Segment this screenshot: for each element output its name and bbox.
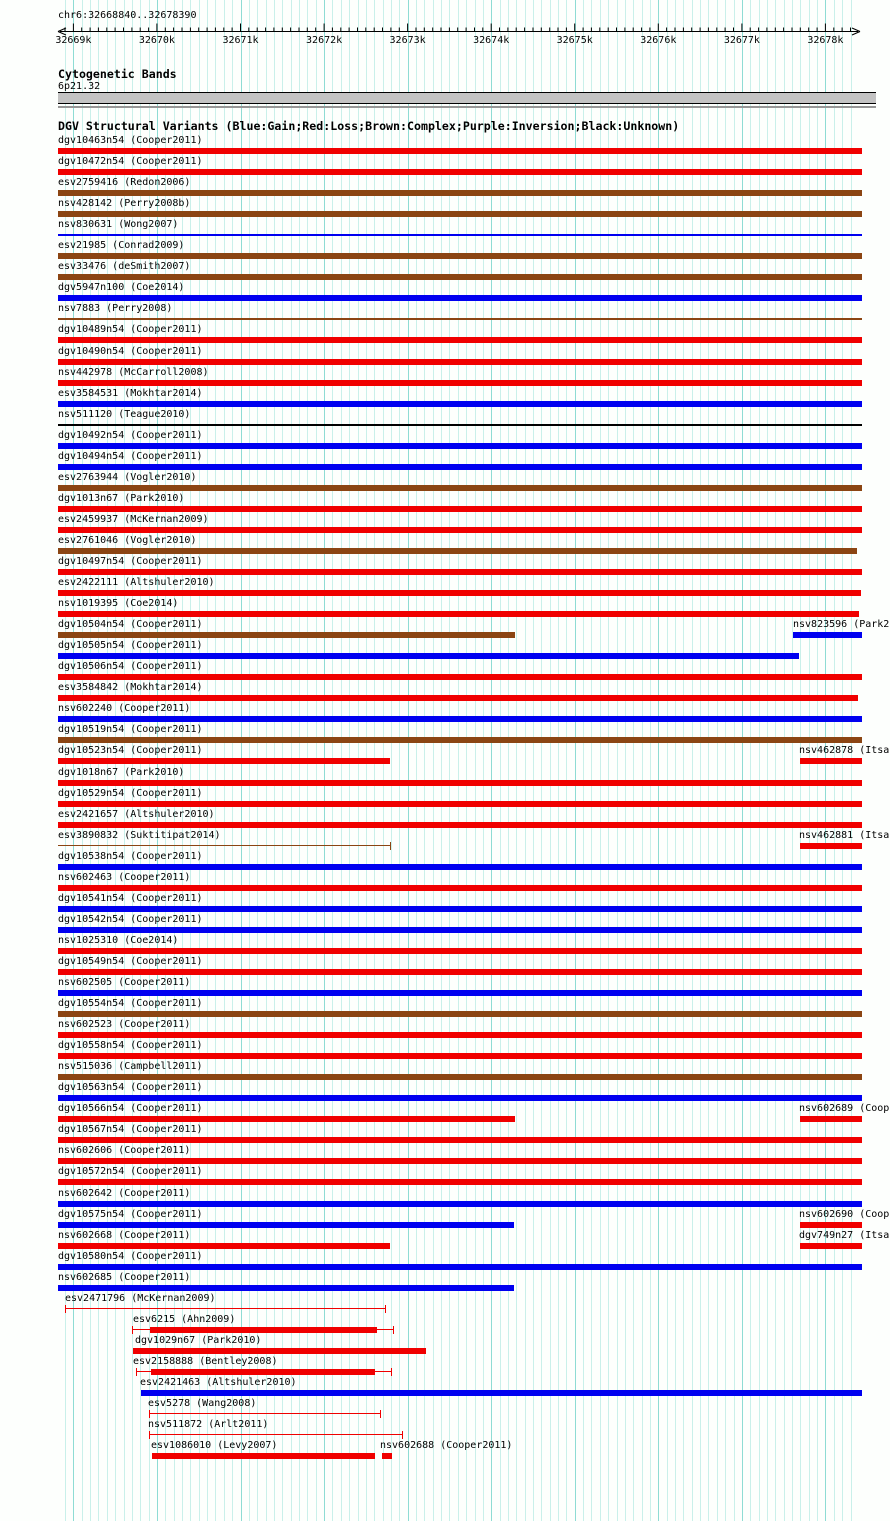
variant-bar[interactable] xyxy=(141,1390,862,1396)
variant-label[interactable]: nsv602523 (Cooper2011) xyxy=(58,1019,191,1030)
variant-label[interactable]: nsv823596 (Park2 xyxy=(793,619,890,630)
variant-bar[interactable] xyxy=(58,801,862,807)
variant-label[interactable]: nsv511120 (Teague2010) xyxy=(58,409,191,420)
variant-bar[interactable] xyxy=(58,1222,514,1228)
variant-bar[interactable] xyxy=(58,443,862,449)
variant-bar[interactable] xyxy=(58,464,862,470)
ruler-tick-label: 32678k xyxy=(807,35,844,46)
variant-label[interactable]: dgv10558n54 (Cooper2011) xyxy=(58,1040,203,1051)
variant-label[interactable]: dgv10504n54 (Cooper2011) xyxy=(58,619,203,630)
variant-bar[interactable] xyxy=(58,1264,862,1270)
variant-bar[interactable] xyxy=(58,948,862,954)
variant-bar[interactable] xyxy=(800,843,862,849)
variant-bar[interactable] xyxy=(150,1327,377,1333)
variant-range-tick[interactable] xyxy=(390,842,391,850)
cytoband-name: 6p21.32 xyxy=(58,81,101,92)
variant-bar[interactable] xyxy=(58,611,859,617)
variant-range-tick[interactable] xyxy=(391,1368,392,1376)
variant-label[interactable]: dgv10541n54 (Cooper2011) xyxy=(58,893,203,904)
variant-label[interactable]: dgv10580n54 (Cooper2011) xyxy=(58,1251,203,1262)
variant-bar[interactable] xyxy=(58,295,862,301)
variant-bar[interactable] xyxy=(58,1179,862,1185)
variant-bar[interactable] xyxy=(58,1116,515,1122)
variant-label[interactable]: dgv10572n54 (Cooper2011) xyxy=(58,1166,203,1177)
variant-bar[interactable] xyxy=(58,506,862,512)
variant-label[interactable]: esv2421657 (Altshuler2010) xyxy=(58,809,215,820)
ruler-tick-label: 32669k xyxy=(55,35,92,46)
variant-range-tick[interactable] xyxy=(136,1368,137,1376)
variant-label[interactable]: dgv10472n54 (Cooper2011) xyxy=(58,156,203,167)
variant-label[interactable]: dgv10497n54 (Cooper2011) xyxy=(58,556,203,567)
variant-bar[interactable] xyxy=(58,274,862,280)
variant-label[interactable]: nsv442978 (McCarroll2008) xyxy=(58,367,209,378)
variant-bar[interactable] xyxy=(58,148,862,154)
dgv-track-title: DGV Structural Variants (Blue:Gain;Red:Loss;Brown:Complex;Purple:Inversion;Black:Unknown) xyxy=(58,119,680,133)
variant-bar[interactable] xyxy=(800,758,862,764)
variant-label[interactable]: dgv10554n54 (Cooper2011) xyxy=(58,998,203,1009)
variant-label[interactable]: dgv10523n54 (Cooper2011) xyxy=(58,745,203,756)
variant-bar[interactable] xyxy=(58,253,862,259)
variant-label[interactable]: dgv10463n54 (Cooper2011) xyxy=(58,135,203,146)
variant-bar[interactable] xyxy=(800,1222,862,1228)
variant-label[interactable]: dgv10489n54 (Cooper2011) xyxy=(58,324,203,335)
variant-bar[interactable] xyxy=(58,359,862,365)
variant-bar[interactable] xyxy=(58,211,862,217)
variant-label[interactable]: esv3890832 (Suktitipat2014) xyxy=(58,830,221,841)
variant-label[interactable]: dgv10542n54 (Cooper2011) xyxy=(58,914,203,925)
variant-label[interactable]: nsv602668 (Cooper2011) xyxy=(58,1230,191,1241)
variant-label[interactable]: esv5278 (Wang2008) xyxy=(148,1398,257,1409)
variant-range-line[interactable] xyxy=(149,1413,381,1414)
variant-bar[interactable] xyxy=(58,1095,862,1101)
variant-bar[interactable] xyxy=(58,1053,862,1059)
variant-bar[interactable] xyxy=(58,1285,514,1291)
variant-range-tick[interactable] xyxy=(380,1410,381,1418)
ruler-tick-label: 32676k xyxy=(640,35,677,46)
variant-range-tick[interactable] xyxy=(149,1410,150,1418)
variant-range-tick[interactable] xyxy=(393,1326,394,1334)
variant-label[interactable]: esv3584842 (Mokhtar2014) xyxy=(58,682,203,693)
variant-bar[interactable] xyxy=(58,318,862,320)
variant-label[interactable]: esv3584531 (Mokhtar2014) xyxy=(58,388,203,399)
variant-label[interactable]: dgv10494n54 (Cooper2011) xyxy=(58,451,203,462)
variant-bar[interactable] xyxy=(58,401,862,407)
variant-label[interactable]: dgv10506n54 (Cooper2011) xyxy=(58,661,203,672)
variant-bar[interactable] xyxy=(58,695,858,701)
ruler-tick-label: 32677k xyxy=(723,35,760,46)
variant-label[interactable]: dgv10505n54 (Cooper2011) xyxy=(58,640,203,651)
variant-bar[interactable] xyxy=(58,548,857,554)
variant-label[interactable]: dgv5947n100 (Coe2014) xyxy=(58,282,185,293)
variant-bar[interactable] xyxy=(58,380,862,386)
variant-bar[interactable] xyxy=(58,990,862,996)
variant-label[interactable]: dgv10575n54 (Cooper2011) xyxy=(58,1209,203,1220)
variant-label[interactable]: esv2471796 (McKernan2009) xyxy=(65,1293,216,1304)
variant-label[interactable]: nsv515036 (Campbell2011) xyxy=(58,1061,203,1072)
variant-label[interactable]: esv2459937 (McKernan2009) xyxy=(58,514,209,525)
variant-label[interactable]: dgv10490n54 (Cooper2011) xyxy=(58,346,203,357)
variant-bar[interactable] xyxy=(133,1348,426,1354)
variant-label[interactable]: nsv462878 (Itsa xyxy=(799,745,890,756)
variant-label[interactable]: dgv749n27 (Itsa xyxy=(799,1230,890,1241)
variant-bar[interactable] xyxy=(58,885,862,891)
variant-bar[interactable] xyxy=(58,780,862,786)
variant-bar[interactable] xyxy=(151,1369,375,1375)
variant-bar[interactable] xyxy=(152,1453,375,1459)
variant-bar[interactable] xyxy=(800,1243,862,1249)
variant-label[interactable]: esv2761046 (Vogler2010) xyxy=(58,535,197,546)
variant-label[interactable]: nsv602685 (Cooper2011) xyxy=(58,1272,191,1283)
variant-bar[interactable] xyxy=(58,485,862,491)
variant-label[interactable]: esv2759416 (Redon2006) xyxy=(58,177,191,188)
variant-bar[interactable] xyxy=(58,716,862,722)
variant-bar[interactable] xyxy=(58,1011,862,1017)
cytoband-track-title: Cytogenetic Bands xyxy=(58,67,177,81)
variant-label[interactable]: dgv10529n54 (Cooper2011) xyxy=(58,788,203,799)
variant-label[interactable]: nsv602642 (Cooper2011) xyxy=(58,1188,191,1199)
variant-bar[interactable] xyxy=(58,969,862,975)
variant-label[interactable]: dgv1013n67 (Park2010) xyxy=(58,493,185,504)
variant-bar[interactable] xyxy=(58,190,862,196)
variant-bar[interactable] xyxy=(58,1137,862,1143)
variant-label[interactable]: dgv10549n54 (Cooper2011) xyxy=(58,956,203,967)
ruler-tick-label: 32672k xyxy=(306,35,343,46)
variant-range-tick[interactable] xyxy=(65,1305,66,1313)
variant-bar[interactable] xyxy=(800,1116,862,1122)
variant-bar[interactable] xyxy=(58,424,862,426)
variant-label[interactable]: nsv602606 (Cooper2011) xyxy=(58,1145,191,1156)
ruler-tick-label: 32675k xyxy=(556,35,593,46)
variant-label[interactable]: nsv511872 (Arlt2011) xyxy=(148,1419,269,1430)
variant-bar[interactable] xyxy=(58,737,862,743)
variant-label[interactable]: nsv602240 (Cooper2011) xyxy=(58,703,191,714)
variant-label[interactable]: nsv1019395 (Coe2014) xyxy=(58,598,179,609)
variant-bar[interactable] xyxy=(58,674,862,680)
variant-label[interactable]: dgv10563n54 (Cooper2011) xyxy=(58,1082,203,1093)
region-label: chr6:32668840..32678390 xyxy=(58,10,197,21)
variant-bar[interactable] xyxy=(58,632,515,638)
variant-bar[interactable] xyxy=(58,590,861,596)
variant-bar[interactable] xyxy=(58,758,390,764)
variant-label[interactable]: dgv10538n54 (Cooper2011) xyxy=(58,851,203,862)
variant-bar[interactable] xyxy=(58,1201,862,1207)
variant-label[interactable]: esv1086010 (Levy2007) xyxy=(151,1440,278,1451)
variant-range-tick[interactable] xyxy=(149,1431,150,1439)
variant-label[interactable]: nsv602689 (Coop xyxy=(799,1103,890,1114)
variant-bar[interactable] xyxy=(58,234,862,236)
variant-bar[interactable] xyxy=(58,822,862,828)
variant-bar[interactable] xyxy=(58,927,862,933)
variant-bar[interactable] xyxy=(58,653,799,659)
ruler-tick-label: 32671k xyxy=(222,35,259,46)
variant-label[interactable]: dgv1018n67 (Park2010) xyxy=(58,767,185,778)
variant-range-line[interactable] xyxy=(58,845,391,846)
variant-bar[interactable] xyxy=(58,169,862,175)
variant-bar[interactable] xyxy=(58,864,862,870)
variant-label[interactable]: esv21985 (Conrad2009) xyxy=(58,240,185,251)
variant-label[interactable]: nsv602690 (Coop xyxy=(799,1209,890,1220)
variant-bar[interactable] xyxy=(58,1243,390,1249)
variant-range-tick[interactable] xyxy=(132,1326,133,1334)
variant-bar[interactable] xyxy=(58,337,862,343)
variant-bar[interactable] xyxy=(58,527,862,533)
variant-range-tick[interactable] xyxy=(385,1305,386,1313)
variant-label[interactable]: esv2158888 (Bentley2008) xyxy=(133,1356,278,1367)
ruler-tick-label: 32670k xyxy=(138,35,175,46)
variant-label[interactable]: nsv1025310 (Coe2014) xyxy=(58,935,179,946)
variant-label[interactable]: nsv602463 (Cooper2011) xyxy=(58,872,191,883)
variant-range-line[interactable] xyxy=(65,1308,386,1309)
variant-label[interactable]: nsv7883 (Perry2008) xyxy=(58,303,173,314)
variant-label[interactable]: nsv830631 (Wong2007) xyxy=(58,219,179,230)
variant-label[interactable]: dgv10519n54 (Cooper2011) xyxy=(58,724,203,735)
variant-label[interactable]: esv33476 (deSmith2007) xyxy=(58,261,191,272)
ruler-tick-label: 32674k xyxy=(473,35,510,46)
ruler-tick-label: 32673k xyxy=(389,35,426,46)
variant-bar[interactable] xyxy=(58,1032,862,1038)
variant-bar[interactable] xyxy=(58,1074,862,1080)
variant-label[interactable]: esv2422111 (Altshuler2010) xyxy=(58,577,215,588)
variant-label[interactable]: dgv10492n54 (Cooper2011) xyxy=(58,430,203,441)
variant-bar[interactable] xyxy=(58,906,862,912)
variant-bar[interactable] xyxy=(382,1453,392,1459)
variant-bar[interactable] xyxy=(793,632,862,638)
variant-label[interactable]: dgv10566n54 (Cooper2011) xyxy=(58,1103,203,1114)
variant-bar[interactable] xyxy=(58,569,862,575)
variant-label[interactable]: dgv1029n67 (Park2010) xyxy=(135,1335,262,1346)
variant-bar[interactable] xyxy=(58,1158,862,1164)
variant-label[interactable]: esv2421463 (Altshuler2010) xyxy=(140,1377,297,1388)
variant-label[interactable]: nsv462881 (Itsa xyxy=(799,830,890,841)
variant-label[interactable]: esv2763944 (Vogler2010) xyxy=(58,472,197,483)
variant-label[interactable]: nsv602505 (Cooper2011) xyxy=(58,977,191,988)
variant-label[interactable]: nsv602688 (Cooper2011) xyxy=(380,1440,513,1451)
variant-range-tick[interactable] xyxy=(402,1431,403,1439)
variant-label[interactable]: dgv10567n54 (Cooper2011) xyxy=(58,1124,203,1135)
variant-label[interactable]: nsv428142 (Perry2008b) xyxy=(58,198,191,209)
variant-label[interactable]: esv6215 (Ahn2009) xyxy=(133,1314,236,1325)
variant-range-line[interactable] xyxy=(149,1434,403,1435)
